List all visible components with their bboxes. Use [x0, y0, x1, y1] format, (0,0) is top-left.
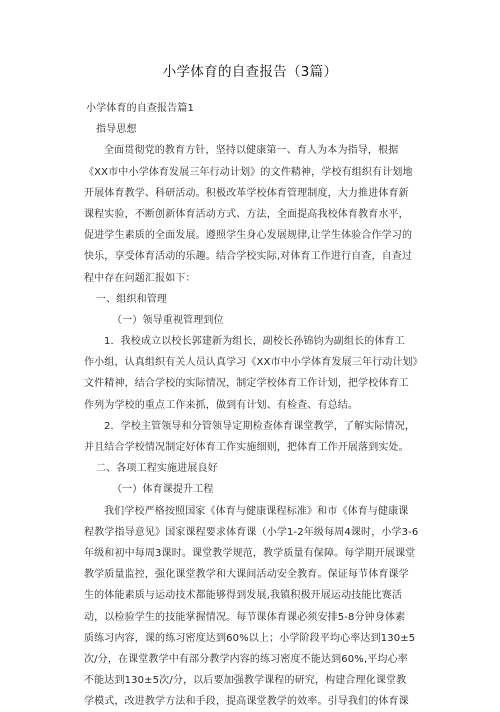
paragraph-line: 年级和初中每周3课时。课堂教学规范，教学质量有保障。每学期开展课堂: [84, 547, 416, 559]
paragraph-line: 质练习内容，课的练习密度达到60%以上；小学阶段平均心率达到130±5: [84, 632, 416, 644]
paragraph-line: 我们学校严格按照国家《体育与健康课程标准》和市《体育与健康课: [104, 505, 409, 517]
paragraph-line: 动，以检验学生的技能掌握情况。每节课体育课必须安排5-8分钟身体素: [84, 611, 406, 623]
paragraph-line: 作列为学校的重点工作来抓，做到有计划、有检查、有总结。: [84, 399, 359, 411]
section-heading: 一、组织和管理: [96, 293, 168, 305]
paragraph-line: 2．学校主管领导和分管领导定期检查体育课堂教学，了解实际情况，: [104, 420, 416, 432]
document-title: 小学体育的自查报告（3篇）: [162, 64, 338, 80]
sub-heading: 指导思想: [96, 124, 137, 136]
paragraph-line: 《XX市中小学体育发展三年行动计划》的文件精神，学校有组织有计划地: [84, 166, 413, 178]
paragraph-line: 促进学生素质的全面发展。遵照学生身心发展规律,让学生体验合作学习的: [84, 230, 413, 242]
paragraph-line: 全面贯彻党的教育方针，坚持以健康第一、育人为本为指导，根据: [104, 145, 399, 157]
paragraph-line: 开展体育教学、科研活动。积极改革学校体育管理制度，大力推进体育新: [84, 187, 409, 199]
paragraph-line: 教学质量监控，强化课堂教学和大课间活动安全教育。保证每节体育课学: [84, 569, 409, 581]
paragraph-line: 作小组，认真组织有关人员认真学习《XX市中小学体育发展三年行动计划》: [84, 357, 423, 369]
paragraph-line: 程中存在问题汇报如下：: [84, 272, 196, 284]
paragraph-line: 生的体能素质与运动技术都能够得到发展,我镇积极开展运动技能比赛活: [84, 590, 402, 602]
paragraph-line: 并且结合学校情况制定好体育工作实施细则，把体育工作开展落到实处。: [84, 442, 409, 453]
section-heading: 小学体育的自查报告篇1: [86, 103, 195, 114]
paragraph-line: 文件精神，结合学校的实际情况，制定学校体育工作计划，把学校体育工: [84, 378, 409, 390]
document-body: [84, 98, 424, 712]
paragraph-line: 学模式，改进教学方法和手段，提高课堂教学的效率。引导我们的体育课: [84, 696, 409, 708]
paragraph-line: 快乐，享受体育活动的乐趣。结合学校实际,对体育工作进行自查，自查过: [84, 251, 413, 263]
paragraph-line: 不能达到130±5次/分，以后要加强教学课程的研究，构建合理化课堂教: [84, 675, 407, 687]
paragraph-line: 次/分，在课堂教学中有部分教学内容的练习密度不能达到60%,平均心率: [84, 653, 408, 665]
sub-heading: （一）领导重视管理到位: [112, 314, 224, 326]
section-heading: 二、各项工程实施进展良好: [96, 463, 218, 475]
paragraph-line: 程教学指导意见》国家课程要求体育课（小学1-2年级每周4课时，小学3-6: [84, 526, 419, 538]
sub-heading: （一）体育课提升工程: [112, 484, 214, 496]
paragraph-line: 课程实验，不断创新体育活动方式、方法，全面提高我校体育教育水平，: [84, 208, 409, 220]
paragraph-line: 1．我校成立以校长郭建新为组长，副校长孙锦钧为副组长的体育工: [104, 336, 405, 348]
